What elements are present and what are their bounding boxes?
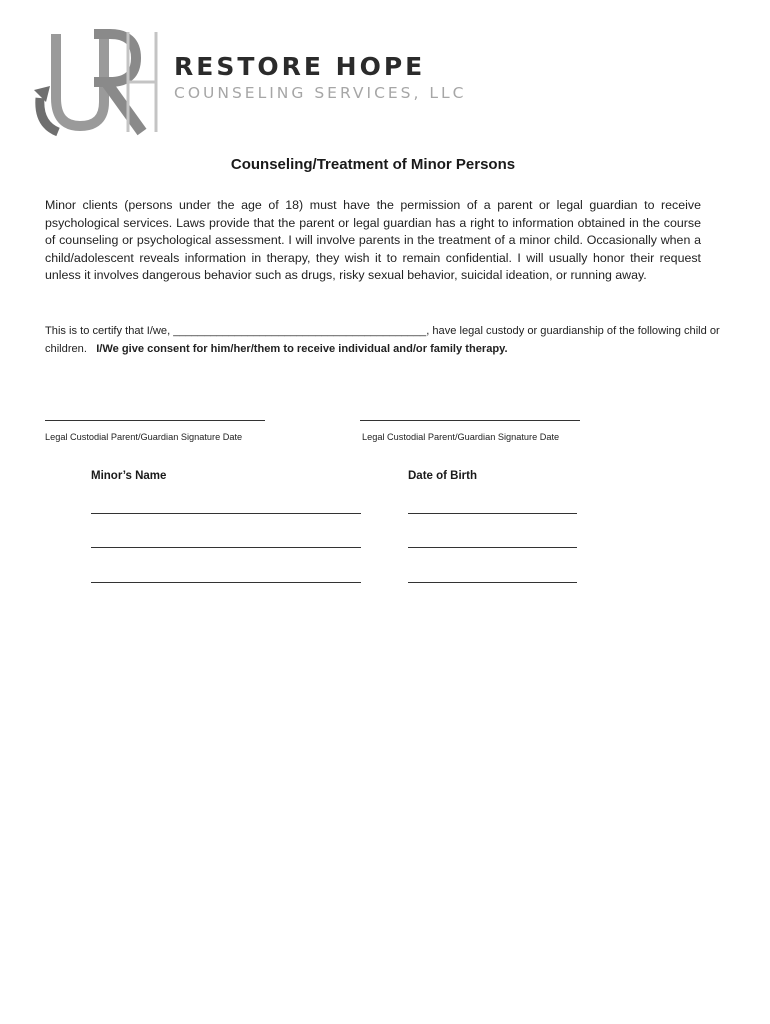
certify-prefix: This is to certify that I/we, — [45, 325, 174, 337]
date-of-birth-line-2[interactable] — [408, 537, 577, 548]
date-of-birth-line-3[interactable] — [408, 572, 577, 583]
left-signature-line[interactable] — [45, 407, 265, 421]
policy-paragraph: Minor clients (persons under the age of 18) must have the permission of a parent or legal guardian to receive psychological services. Laws provide that the parent or legal guardian has a right to information obtained in the course of counseling or psychological assessment. I will involve parents in the treatment of a minor child. Occasionally when a child/adolescent reveals information in therapy, they wish it to remain confidential. I will usually honor their request unless it involves dangerous behavior such as drugs, risky sexual behavior, suicidal ideation, or running away. — [45, 198, 701, 283]
minor-name-header: Minor’s Name — [91, 470, 167, 482]
certification-statement — [45, 322, 725, 358]
date-of-birth-header: Date of Birth — [408, 470, 477, 482]
company-name: RESTORE HOPE — [174, 52, 426, 81]
left-signature-label: Legal Custodial Parent/Guardian Signature Date — [45, 432, 243, 442]
date-of-birth-line-1[interactable] — [408, 503, 577, 514]
minor-name-line-3[interactable] — [91, 572, 361, 583]
consent-statement: I/We give consent for him/her/them to receive individual and/or family therapy. — [96, 343, 508, 355]
minor-name-line-1[interactable] — [91, 503, 361, 514]
company-subtitle: COUNSELING SERVICES, LLC — [174, 84, 467, 102]
right-signature-label: Legal Custodial Parent/Guardian Signature Date — [362, 432, 560, 442]
right-signature-line[interactable] — [360, 407, 580, 421]
company-logo — [32, 28, 467, 138]
minor-name-line-2[interactable] — [91, 537, 361, 548]
guardian-name-blank[interactable]: _________________________________________ — [173, 325, 427, 337]
document-title: Counseling/Treatment of Minor Persons — [230, 156, 516, 173]
jrh-monogram-icon — [32, 28, 162, 138]
certify-suffix: , have legal custody or guardianship of the following child or children. — [45, 325, 720, 355]
